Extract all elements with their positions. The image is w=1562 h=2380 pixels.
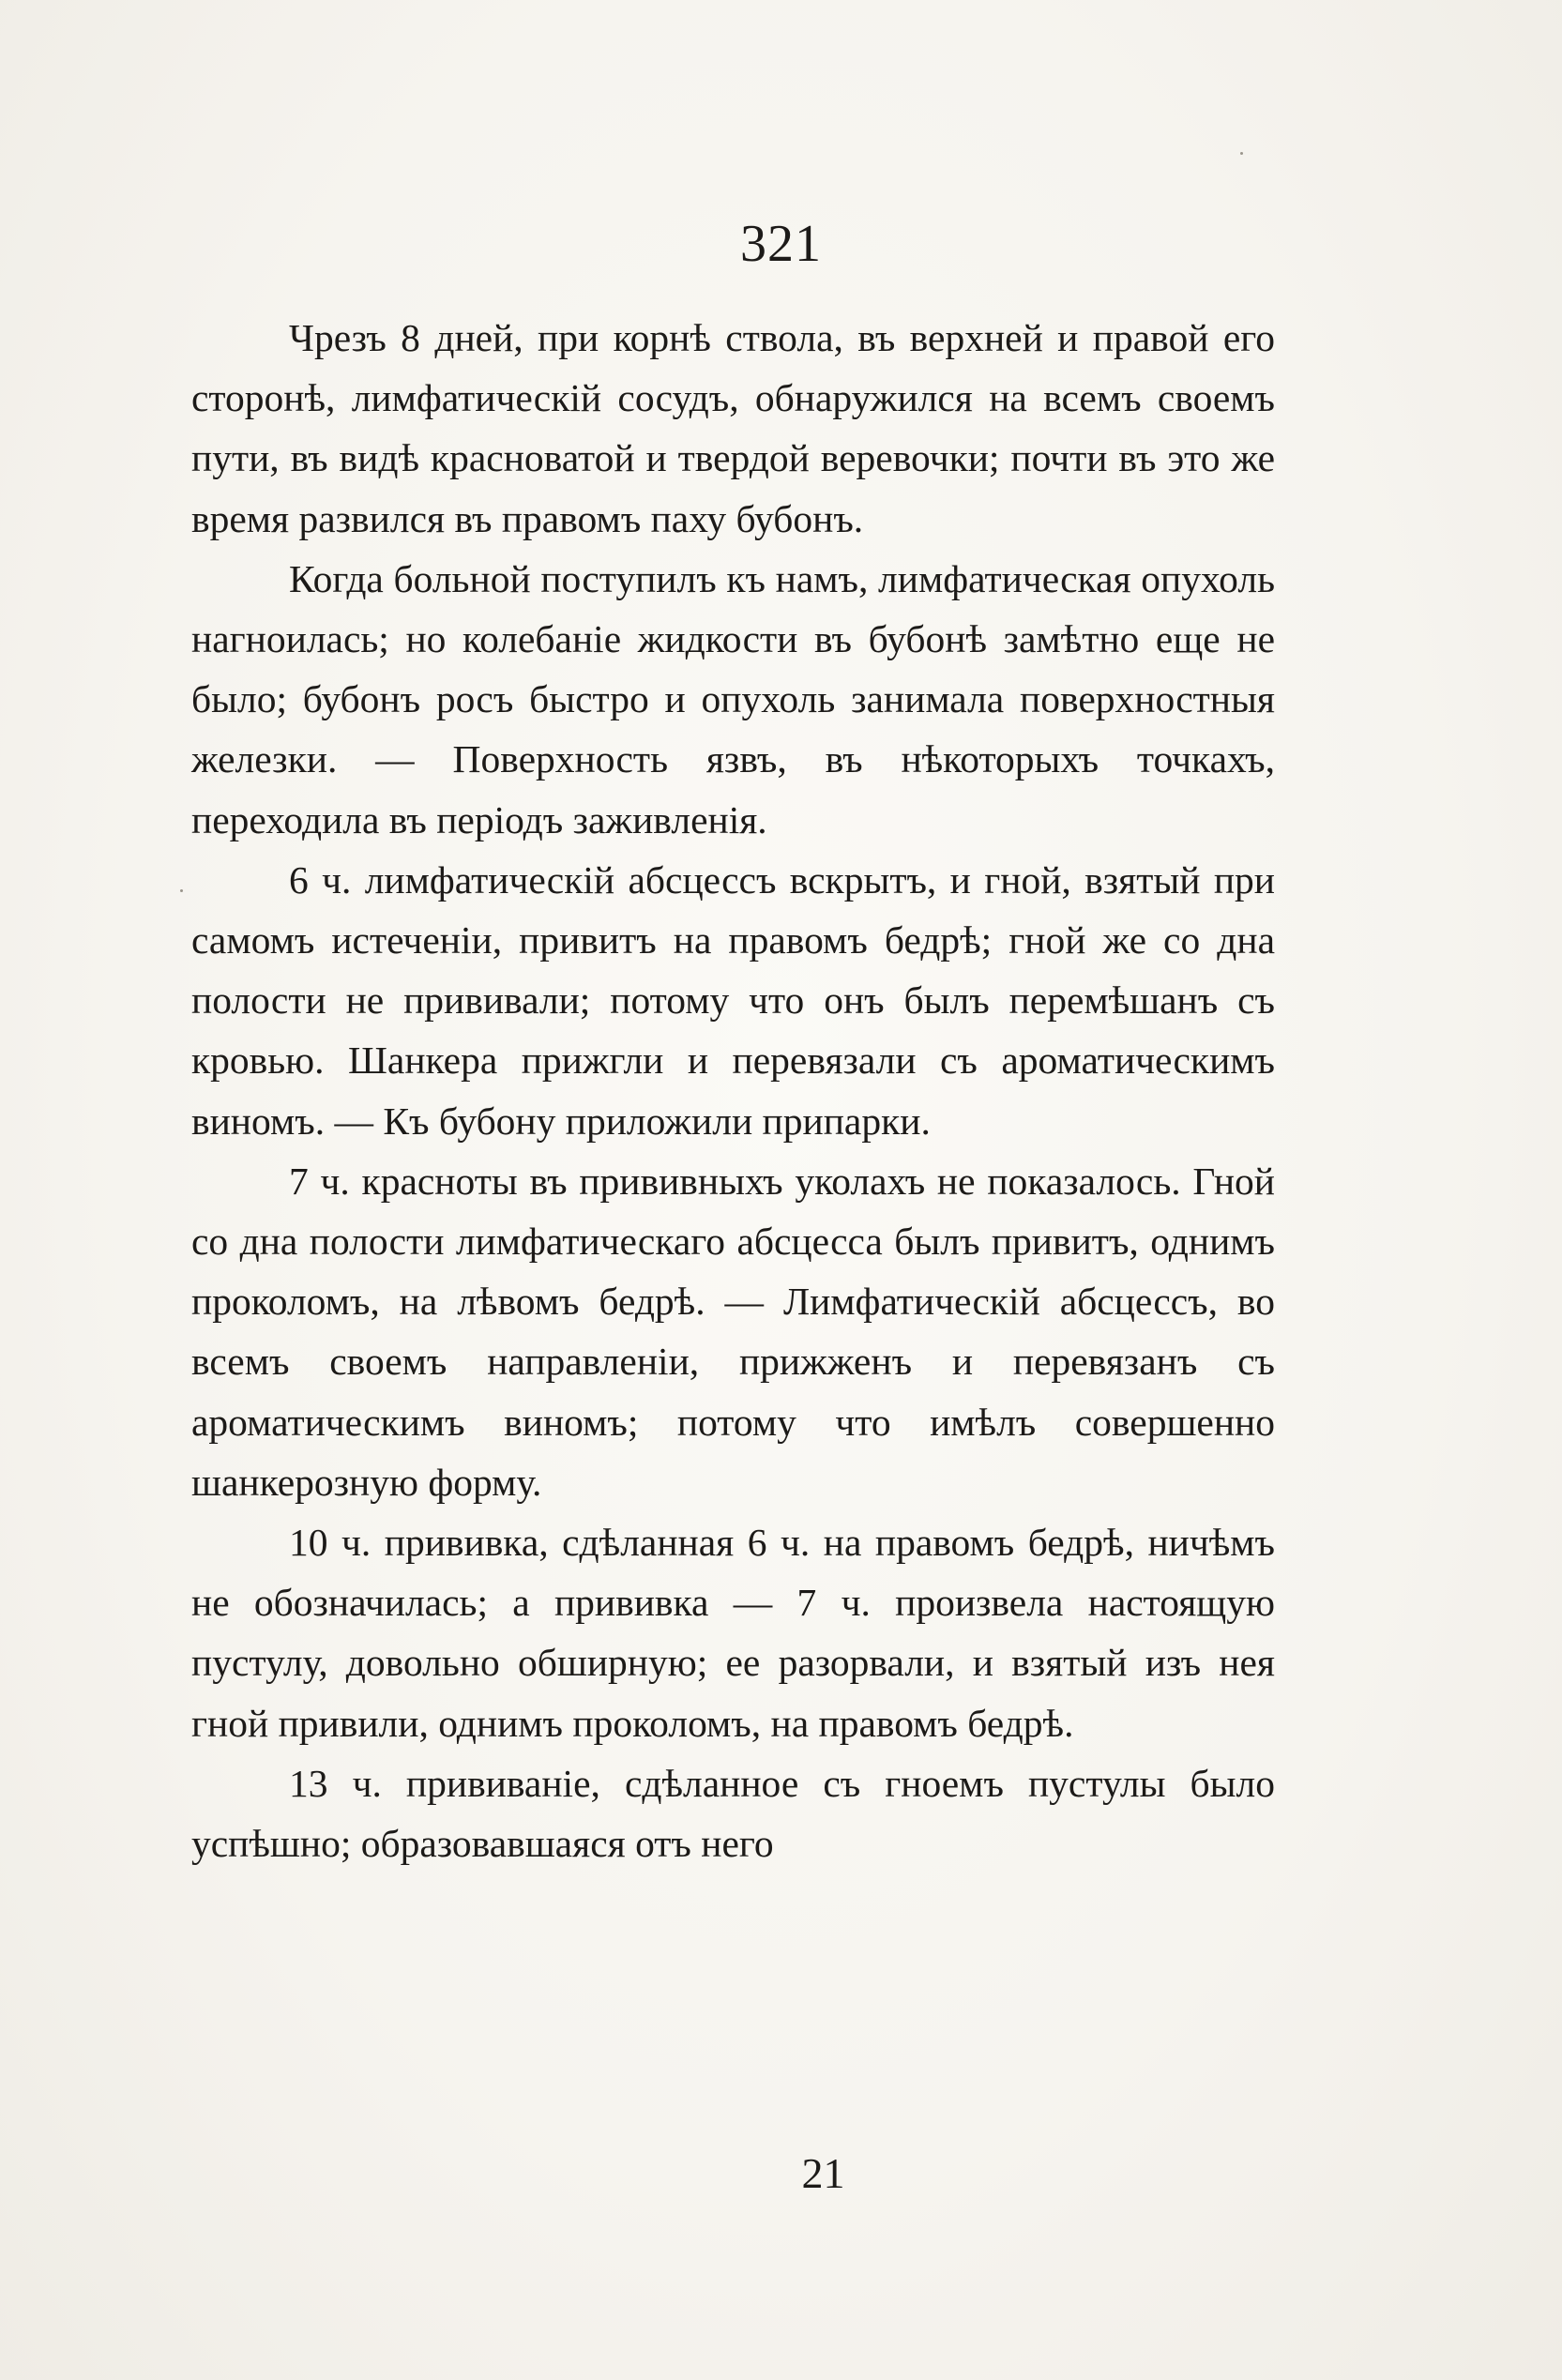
paper-speck <box>180 889 183 892</box>
paragraph-3: 6 ч. лимфатическій абсцессъ вскрытъ, и гной, взятый при самомъ истеченіи, привитъ на правомъ бедрѣ; гной же со дна полости не прививали; потому что онъ былъ перемѣшанъ съ кровью. Шанкера прижгли и перевязали съ ароматическимъ виномъ. — Къ бубону приложили припарки. <box>191 857 1275 1143</box>
body-text <box>191 308 1275 1873</box>
paragraph-5: 10 ч. прививка, сдѣланная 6 ч. на правомъ бедрѣ, ничѣмъ не обозначилась; а прививка — 7 ч. произвела настоящую пустулу, довольно обширную; ее разорвали, и взятый изъ нея гной привили, однимъ проколомъ, на правомъ бедрѣ. <box>191 1521 1275 1745</box>
signature-mark: 21 <box>801 2149 845 2197</box>
paragraph-6: 13 ч. прививаніе, сдѣланное съ гноемъ пустулы было успѣшно; образовавшаяся отъ него <box>191 1761 1275 1866</box>
paragraph-4: 7 ч. красноты въ прививныхъ уколахъ не показалось. Гной со дна полости лимфатическаго абсцесса былъ привитъ, однимъ проколомъ, на лѣвомъ бедрѣ. — Лимфатическій абсцессъ, во всемъ своемъ направленіи, прижженъ и перевязанъ съ ароматическимъ виномъ; потому что имѣлъ совершенно шанкерозную форму. <box>191 1159 1275 1504</box>
paragraph-1: Чрезъ 8 дней, при корнѣ ствола, въ верхней и правой его сторонѣ, лимфатическій сосудъ, обнаружился на всемъ своемъ пути, въ видѣ красноватой и твердой веревочки; почти въ это же время развился въ правомъ паху бубонъ. <box>191 316 1275 540</box>
page-number: 321 <box>740 215 822 273</box>
paper-speck <box>1240 152 1243 155</box>
paragraph-2: Когда больной поступилъ къ намъ, лимфатическая опухоль нагноилась; но колебаніе жидкости въ бубонѣ замѣтно еще не было; бубонъ росъ быстро и опухоль занимала поверхностныя железки. — Поверхность язвъ, въ нѣкоторыхъ точкахъ, переходила въ періодъ заживленія. <box>191 556 1275 841</box>
